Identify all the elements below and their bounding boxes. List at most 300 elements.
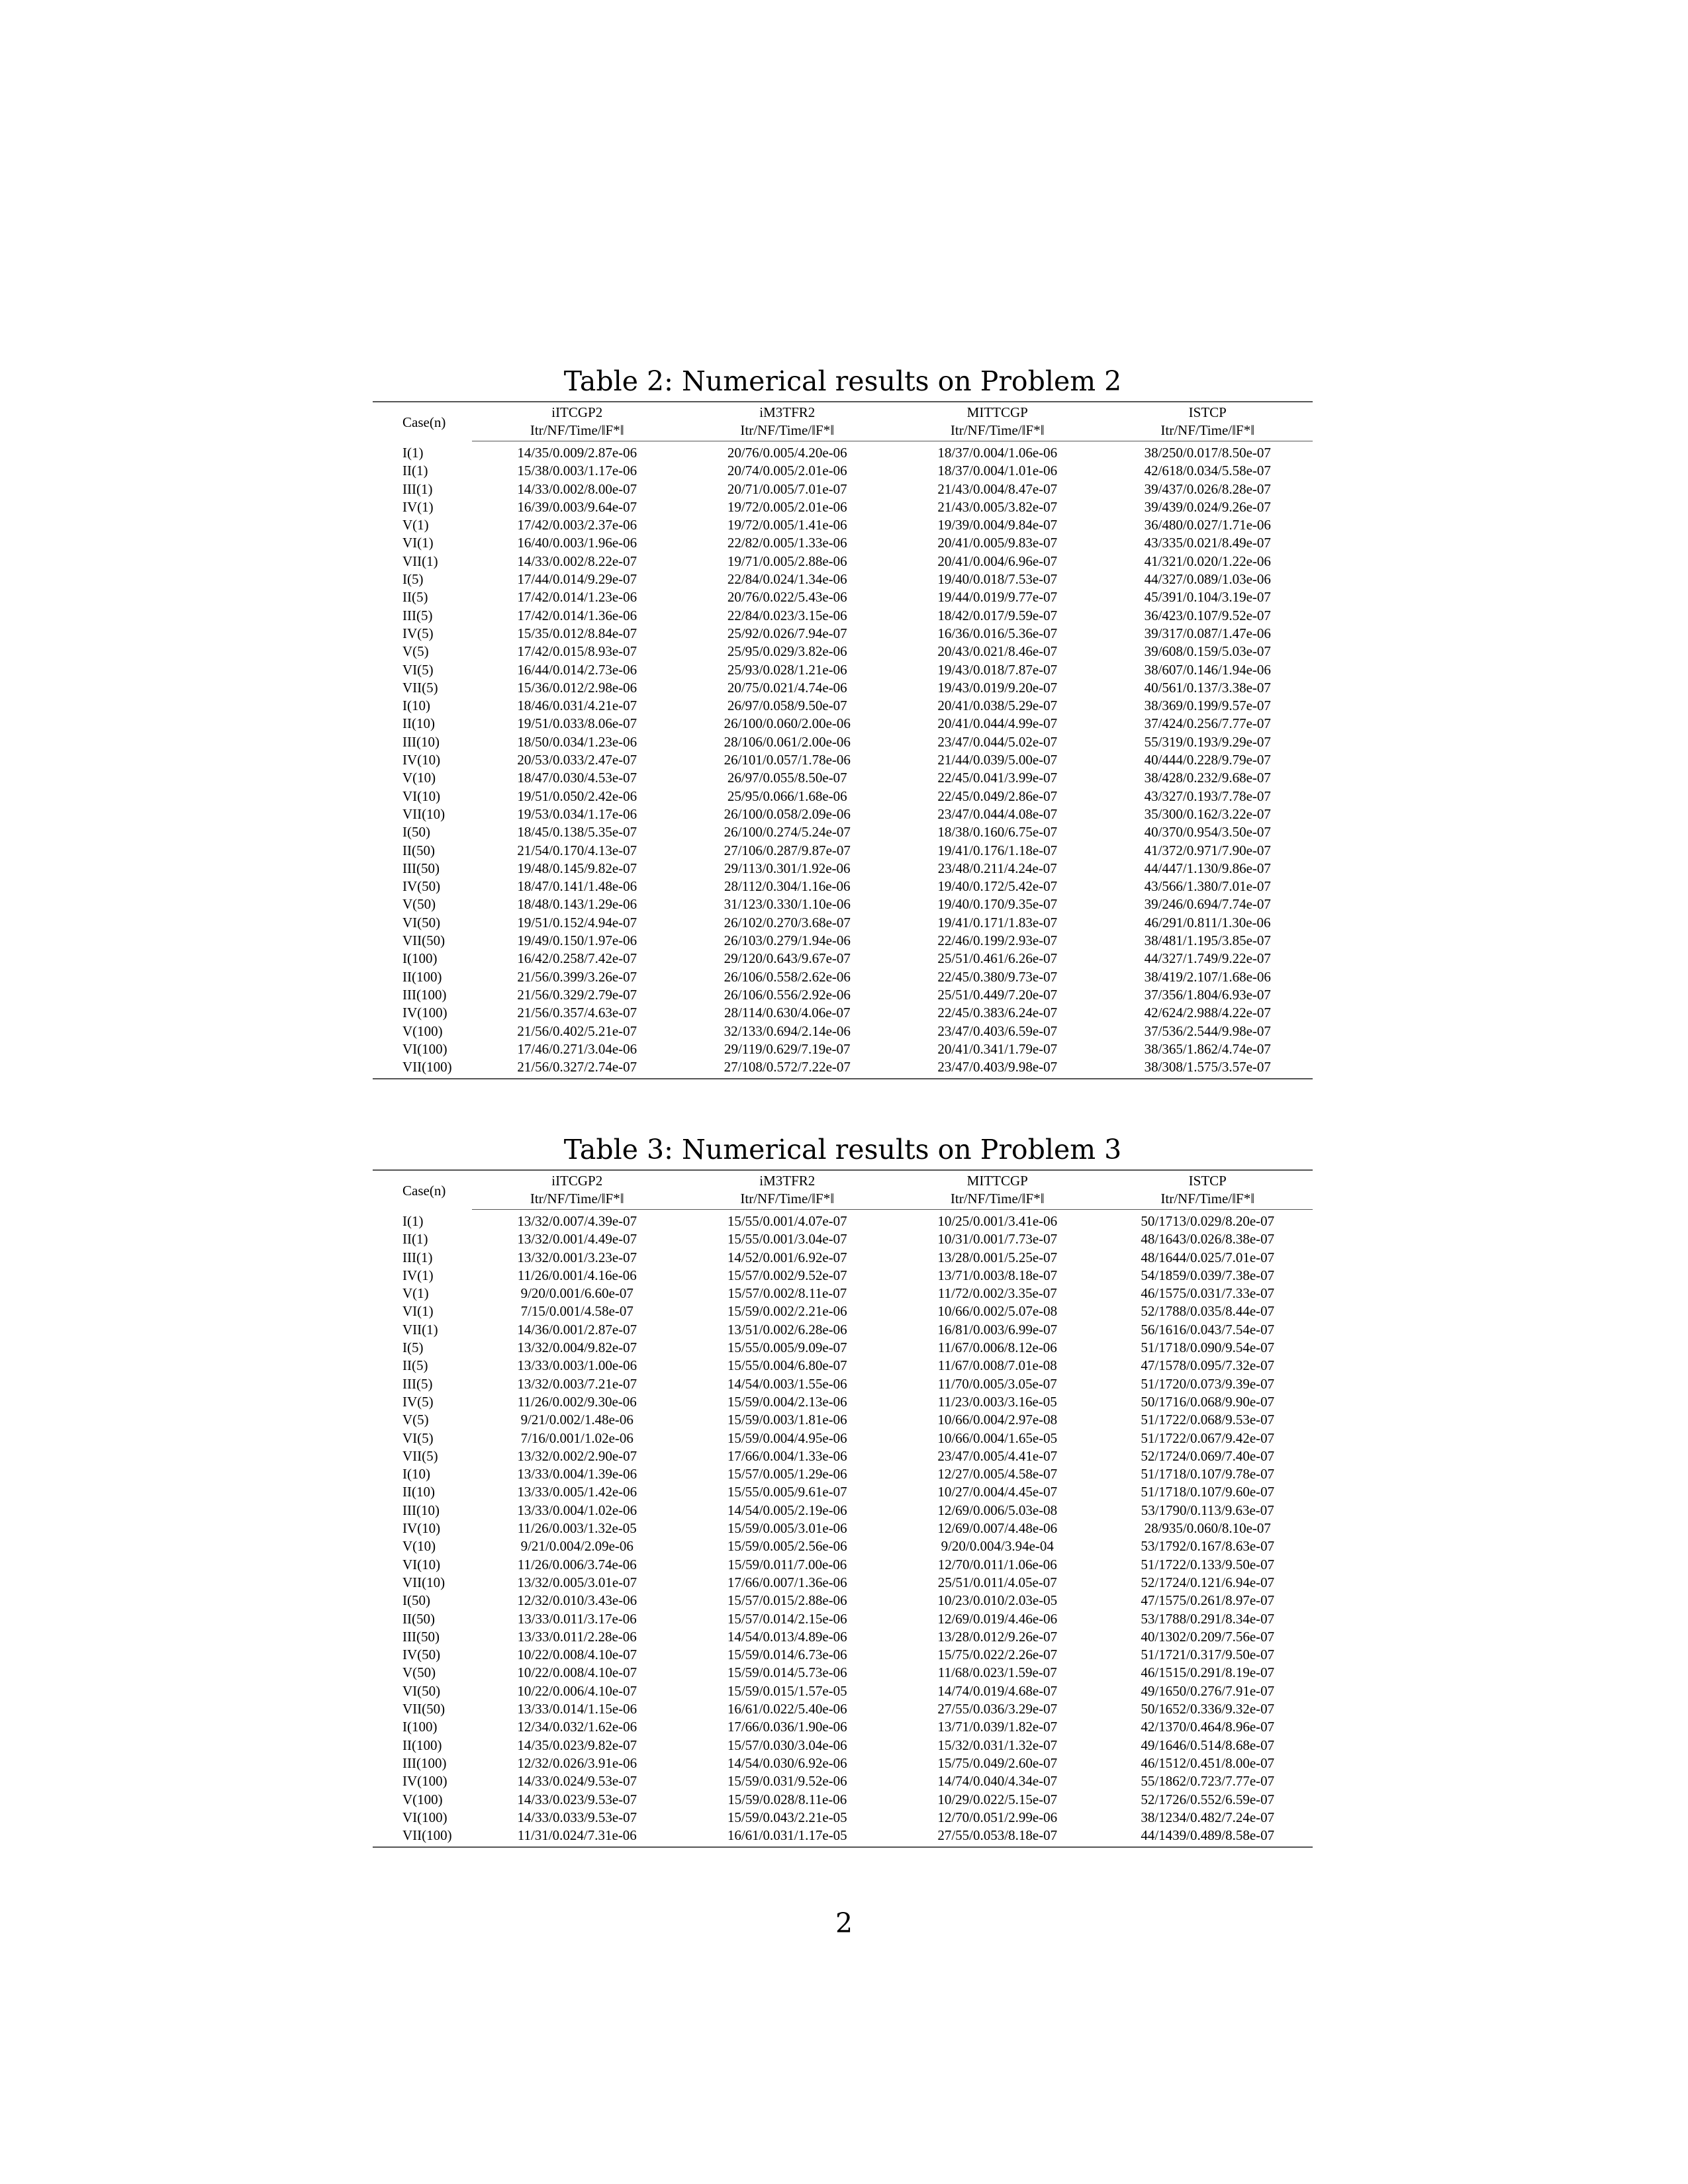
result-cell: 13/33/0.004/1.39e-06 [517, 1466, 637, 1482]
result-cell: 9/20/0.001/6.60e-07 [520, 1285, 633, 1302]
result-cell: 38/481/1.195/3.85e-07 [1144, 933, 1271, 949]
result-cell: 11/70/0.005/3.05e-07 [937, 1375, 1057, 1392]
result-cell: 32/133/0.694/2.14e-06 [724, 1023, 851, 1039]
result-cell: 19/39/0.004/9.84e-07 [937, 517, 1058, 533]
result-cell: 23/47/0.403/6.59e-07 [937, 1023, 1058, 1039]
result-cell: 13/33/0.011/3.17e-06 [517, 1610, 637, 1627]
table-row [373, 1023, 1313, 1040]
table-row [373, 1285, 1313, 1302]
case-cell: II(1) [402, 463, 428, 479]
result-cell: 16/44/0.014/2.73e-06 [517, 661, 637, 678]
table-row [373, 1737, 1313, 1754]
case-cell: VI(50) [402, 1682, 441, 1699]
table-row [373, 715, 1313, 733]
result-cell: 14/52/0.001/6.92e-07 [727, 1249, 847, 1265]
result-cell: 21/43/0.004/8.47e-07 [937, 480, 1058, 497]
table-row [373, 878, 1313, 895]
result-cell: 28/114/0.630/4.06e-07 [724, 1005, 851, 1021]
result-cell: 21/56/0.357/4.63e-07 [517, 1005, 637, 1021]
case-cell: III(100) [402, 1754, 447, 1771]
result-cell: 26/97/0.058/9.50e-07 [727, 698, 847, 714]
result-cell: 19/40/0.170/9.35e-07 [937, 896, 1058, 913]
result-cell: 19/51/0.050/2.42e-06 [517, 788, 637, 804]
case-column-header: Case(n) [373, 402, 472, 441]
result-cell: 21/56/0.402/5.21e-07 [517, 1023, 637, 1039]
result-cell: 21/43/0.005/3.82e-07 [937, 498, 1058, 515]
result-cell: 38/607/0.146/1.94e-06 [1144, 661, 1271, 678]
result-cell: 13/51/0.002/6.28e-06 [727, 1321, 847, 1338]
case-cell: II(1) [402, 1231, 428, 1248]
result-cell: 17/66/0.036/1.90e-06 [727, 1719, 847, 1735]
method-header: ISTCP [1103, 1170, 1313, 1190]
result-cell: 40/444/0.228/9.79e-07 [1144, 752, 1271, 768]
result-cell: 10/66/0.004/2.97e-08 [937, 1412, 1058, 1428]
result-cell: 35/300/0.162/3.22e-07 [1144, 805, 1271, 822]
result-cell: 43/327/0.193/7.78e-07 [1144, 788, 1271, 804]
table-row [373, 1754, 1313, 1772]
case-cell: VI(100) [402, 1040, 447, 1057]
result-cell: 46/1515/0.291/8.19e-07 [1141, 1664, 1275, 1681]
case-cell: IV(100) [402, 1773, 447, 1790]
result-cell: 22/45/0.380/9.73e-07 [937, 968, 1058, 985]
result-cell: 39/439/0.024/9.26e-07 [1144, 498, 1271, 515]
result-cell: 15/57/0.015/2.88e-06 [727, 1592, 847, 1609]
case-cell: IV(100) [402, 1005, 447, 1021]
result-cell: 17/42/0.014/1.36e-06 [517, 607, 637, 623]
result-cell: 19/51/0.033/8.06e-07 [517, 715, 637, 732]
result-cell: 21/56/0.327/2.74e-07 [472, 1058, 682, 1079]
result-cell: 37/356/1.804/6.93e-07 [1144, 986, 1271, 1003]
result-cell: 26/100/0.274/5.24e-07 [724, 824, 851, 841]
result-cell: 12/34/0.032/1.62e-06 [517, 1719, 637, 1735]
result-cell: 26/97/0.055/8.50e-07 [727, 770, 847, 786]
result-cell: 15/57/0.030/3.04e-06 [727, 1737, 847, 1753]
method-header: iITCGP2 [472, 1170, 682, 1190]
table-row [373, 1393, 1313, 1411]
result-cell: 19/40/0.018/7.53e-07 [937, 571, 1058, 588]
result-cell: 14/33/0.024/9.53e-07 [517, 1773, 637, 1790]
result-cell: 16/61/0.022/5.40e-06 [727, 1701, 847, 1717]
case-cell: VI(50) [402, 914, 441, 931]
result-cell: 26/106/0.556/2.92e-06 [724, 986, 851, 1003]
result-cell: 27/55/0.053/8.18e-07 [892, 1827, 1103, 1847]
result-cell: 11/26/0.001/4.16e-06 [517, 1267, 637, 1283]
case-cell: I(1) [402, 444, 424, 461]
result-cell: 13/28/0.001/5.25e-07 [937, 1249, 1058, 1265]
table-row [373, 661, 1313, 679]
result-cell: 15/55/0.004/6.80e-07 [727, 1357, 847, 1374]
result-cell: 49/1646/0.514/8.68e-07 [1141, 1737, 1275, 1753]
table-row [373, 751, 1313, 769]
table-row [373, 1483, 1313, 1501]
table-row [373, 1682, 1313, 1700]
result-cell: 40/1302/0.209/7.56e-07 [1141, 1628, 1275, 1645]
result-cell: 15/59/0.003/1.81e-06 [727, 1412, 847, 1428]
table-row [373, 842, 1313, 860]
result-cell: 15/59/0.002/2.21e-06 [727, 1303, 847, 1320]
table-row [373, 733, 1313, 751]
result-cell: 15/55/0.001/4.07e-07 [727, 1213, 847, 1229]
table-row [373, 697, 1313, 715]
result-cell: 19/53/0.034/1.17e-06 [517, 805, 637, 822]
result-cell: 23/47/0.005/4.41e-07 [937, 1447, 1058, 1464]
case-cell: I(5) [402, 571, 424, 588]
table-row [373, 805, 1313, 823]
result-cell: 42/624/2.988/4.22e-07 [1144, 1005, 1271, 1021]
table-row [373, 1537, 1313, 1555]
result-cell: 10/22/0.008/4.10e-07 [517, 1647, 637, 1663]
case-cell: VII(50) [402, 1701, 445, 1717]
result-cell: 10/66/0.004/1.65e-05 [937, 1430, 1058, 1446]
result-cell: 19/44/0.019/9.77e-07 [937, 589, 1058, 606]
result-cell: 38/365/1.862/4.74e-07 [1144, 1040, 1271, 1057]
result-cell: 46/291/0.811/1.30e-06 [1144, 914, 1271, 931]
result-cell: 19/71/0.005/2.88e-06 [727, 553, 847, 569]
case-cell: IV(1) [402, 1267, 434, 1283]
case-cell: II(100) [402, 968, 442, 985]
result-cell: 18/37/0.004/1.01e-06 [937, 463, 1058, 479]
result-cell: 9/21/0.002/1.48e-06 [520, 1412, 633, 1428]
table-row [373, 823, 1313, 841]
result-cell: 40/561/0.137/3.38e-07 [1144, 679, 1271, 696]
result-cell: 20/41/0.005/9.83e-07 [937, 535, 1058, 551]
table-row [373, 769, 1313, 787]
result-cell: 51/1721/0.317/9.50e-07 [1141, 1647, 1275, 1663]
result-cell: 38/419/2.107/1.68e-06 [1144, 968, 1271, 985]
result-cell: 15/55/0.005/9.61e-07 [727, 1484, 847, 1500]
case-cell: I(1) [402, 1212, 424, 1229]
table-row [373, 788, 1313, 805]
result-cell: 10/22/0.006/4.10e-07 [517, 1682, 637, 1699]
result-cell: 14/33/0.002/8.22e-07 [517, 553, 637, 569]
case-cell: I(100) [402, 950, 438, 967]
table-row [373, 1321, 1313, 1339]
result-cell: 15/32/0.031/1.32e-07 [937, 1737, 1058, 1753]
result-cell: 27/55/0.036/3.29e-07 [937, 1701, 1058, 1717]
result-cell: 15/57/0.014/2.15e-06 [727, 1610, 847, 1627]
result-cell: 20/53/0.033/2.47e-07 [517, 752, 637, 768]
result-cell: 29/113/0.301/1.92e-06 [724, 860, 851, 876]
case-cell: V(5) [402, 1412, 429, 1428]
result-cell: 18/37/0.004/1.06e-06 [937, 445, 1058, 461]
result-cell: 20/43/0.021/8.46e-07 [937, 643, 1058, 660]
table-row [373, 570, 1313, 588]
result-cell: 37/536/2.544/9.98e-07 [1144, 1023, 1271, 1039]
result-cell: 7/16/0.001/1.02e-06 [520, 1430, 633, 1446]
result-cell: 14/33/0.033/9.53e-07 [517, 1809, 637, 1825]
case-cell: VII(1) [402, 553, 438, 569]
case-cell: V(1) [402, 517, 429, 533]
result-cell: 14/54/0.013/4.89e-06 [727, 1628, 847, 1645]
result-cell: 27/106/0.287/9.87e-07 [724, 842, 851, 858]
result-cell: 19/72/0.005/2.01e-06 [727, 498, 847, 515]
case-cell: IV(10) [402, 1520, 441, 1537]
result-cell: 38/250/0.017/8.50e-07 [1144, 445, 1271, 461]
result-cell: 13/32/0.003/7.21e-07 [517, 1375, 637, 1392]
result-cell: 12/32/0.026/3.91e-06 [517, 1754, 637, 1771]
result-cell: 15/59/0.014/6.73e-06 [727, 1647, 847, 1663]
result-cell: 18/48/0.143/1.29e-06 [517, 896, 637, 913]
case-cell: VII(100) [373, 1827, 472, 1847]
result-cell: 42/1370/0.464/8.96e-07 [1141, 1719, 1275, 1735]
result-cell: 13/32/0.005/3.01e-07 [517, 1574, 637, 1590]
table-row [373, 1230, 1313, 1248]
table-3-block [373, 1134, 1313, 1848]
result-cell: 11/68/0.023/1.59e-07 [937, 1664, 1057, 1681]
metric-header: Itr/NF/Time/‖F*‖ [682, 1190, 893, 1210]
case-cell: VI(10) [402, 788, 441, 804]
case-cell: III(1) [402, 480, 433, 497]
result-cell: 12/32/0.010/3.43e-06 [517, 1592, 637, 1609]
case-cell: III(50) [402, 860, 440, 876]
results-table [373, 401, 1313, 1079]
result-cell: 48/1644/0.025/7.01e-07 [1141, 1249, 1275, 1265]
result-cell: 26/100/0.060/2.00e-06 [724, 715, 851, 732]
result-cell: 11/26/0.003/1.32e-05 [517, 1520, 637, 1537]
case-cell: I(10) [402, 698, 430, 714]
case-cell: IV(5) [402, 625, 434, 641]
result-cell: 38/1234/0.482/7.24e-07 [1141, 1809, 1275, 1825]
result-cell: 13/28/0.012/9.26e-07 [937, 1628, 1058, 1645]
result-cell: 53/1792/0.167/8.63e-07 [1141, 1538, 1275, 1555]
case-cell: V(10) [402, 770, 436, 786]
result-cell: 11/67/0.006/8.12e-06 [937, 1340, 1057, 1356]
result-cell: 10/22/0.008/4.10e-07 [517, 1664, 637, 1681]
result-cell: 15/59/0.043/2.21e-05 [727, 1809, 847, 1825]
table-row [373, 1058, 1313, 1079]
result-cell: 13/32/0.001/3.23e-07 [517, 1249, 637, 1265]
result-cell: 15/59/0.031/9.52e-06 [727, 1773, 847, 1790]
table-caption: Table 3: Numerical results on Problem 3 [563, 1134, 1122, 1165]
table-row [373, 643, 1313, 660]
result-cell: 39/608/0.159/5.03e-07 [1144, 643, 1271, 660]
result-cell: 38/369/0.199/9.57e-07 [1144, 698, 1271, 714]
result-cell: 19/72/0.005/1.41e-06 [727, 517, 847, 533]
case-cell: VII(10) [402, 1574, 445, 1590]
case-cell: III(10) [402, 1502, 440, 1518]
metric-header: Itr/NF/Time/‖F*‖ [472, 1190, 682, 1210]
result-cell: 14/33/0.002/8.00e-07 [517, 480, 637, 497]
case-cell: II(10) [402, 1484, 435, 1500]
result-cell: 11/26/0.002/9.30e-06 [517, 1393, 637, 1410]
result-cell: 26/106/0.558/2.62e-06 [724, 968, 851, 985]
result-cell: 7/15/0.001/4.58e-07 [520, 1303, 633, 1320]
result-cell: 19/43/0.018/7.87e-07 [937, 661, 1058, 678]
result-cell: 52/1726/0.552/6.59e-07 [1141, 1791, 1275, 1807]
table-row [373, 1827, 1313, 1847]
table-row [373, 1267, 1313, 1285]
result-cell: 13/33/0.004/1.02e-06 [517, 1502, 637, 1518]
result-cell: 15/57/0.002/9.52e-07 [727, 1267, 847, 1283]
result-cell: 26/102/0.270/3.68e-07 [724, 914, 851, 931]
result-cell: 14/35/0.023/9.82e-07 [517, 1737, 637, 1753]
result-cell: 15/59/0.015/1.57e-05 [727, 1682, 847, 1699]
table-row [373, 1610, 1313, 1628]
result-cell: 47/1578/0.095/7.32e-07 [1141, 1357, 1275, 1374]
result-cell: 29/120/0.643/9.67e-07 [724, 950, 851, 967]
result-cell: 13/33/0.014/1.15e-06 [517, 1701, 637, 1717]
result-cell: 53/1790/0.113/9.63e-07 [1141, 1502, 1274, 1518]
case-cell: III(5) [402, 607, 433, 623]
result-cell: 22/45/0.383/6.24e-07 [937, 1005, 1058, 1021]
result-cell: 15/59/0.011/7.00e-06 [727, 1556, 847, 1572]
result-cell: 46/1575/0.031/7.33e-07 [1141, 1285, 1275, 1302]
result-cell: 46/1512/0.451/8.00e-07 [1141, 1754, 1275, 1771]
result-cell: 22/84/0.023/3.15e-06 [727, 607, 847, 623]
case-cell: V(50) [402, 1664, 436, 1681]
case-cell: VI(10) [402, 1556, 441, 1572]
result-cell: 15/59/0.014/5.73e-06 [727, 1664, 847, 1681]
result-cell: 22/45/0.041/3.99e-07 [937, 770, 1058, 786]
result-cell: 28/112/0.304/1.16e-06 [724, 878, 851, 895]
result-cell: 25/95/0.066/1.68e-06 [727, 788, 847, 804]
result-cell: 22/82/0.005/1.33e-06 [727, 535, 847, 551]
result-cell: 14/35/0.009/2.87e-06 [517, 445, 637, 461]
table-row [373, 1430, 1313, 1447]
method-header: iM3TFR2 [682, 1170, 893, 1190]
case-cell: III(100) [402, 986, 447, 1003]
table-row [373, 1664, 1313, 1682]
case-cell: VI(1) [402, 1303, 434, 1320]
metric-header: Itr/NF/Time/‖F*‖ [1103, 422, 1313, 441]
result-cell: 20/75/0.021/4.74e-06 [727, 679, 847, 696]
result-cell: 9/21/0.004/2.09e-06 [520, 1538, 633, 1555]
results-table [373, 1169, 1313, 1848]
result-cell: 53/1788/0.291/8.34e-07 [1141, 1610, 1275, 1627]
result-cell: 14/74/0.019/4.68e-07 [937, 1682, 1058, 1699]
result-cell: 10/25/0.001/3.41e-06 [937, 1213, 1058, 1229]
table-row [373, 895, 1313, 913]
case-cell: I(100) [402, 1719, 438, 1735]
table-row [373, 1004, 1313, 1022]
result-cell: 11/23/0.003/3.16e-05 [937, 1393, 1057, 1410]
case-cell: VII(5) [402, 1447, 438, 1464]
case-cell: II(5) [402, 589, 428, 606]
table-row [373, 986, 1313, 1004]
table-row [373, 1302, 1313, 1320]
result-cell: 20/71/0.005/7.01e-07 [727, 480, 847, 497]
table-row [373, 1520, 1313, 1537]
result-cell: 15/59/0.005/2.56e-06 [727, 1538, 847, 1555]
table-row [373, 1375, 1313, 1393]
result-cell: 52/1788/0.035/8.44e-07 [1141, 1303, 1275, 1320]
table-row [373, 1809, 1313, 1827]
case-cell: IV(1) [402, 498, 434, 515]
case-cell: VI(5) [402, 661, 434, 678]
result-cell: 18/50/0.034/1.23e-06 [517, 733, 637, 750]
result-cell: 27/108/0.572/7.22e-07 [682, 1058, 893, 1079]
result-cell: 49/1650/0.276/7.91e-07 [1141, 1682, 1275, 1699]
table-row [373, 1357, 1313, 1375]
result-cell: 19/51/0.152/4.94e-07 [517, 914, 637, 931]
method-header: ISTCP [1103, 402, 1313, 422]
case-cell: V(1) [402, 1285, 429, 1302]
result-cell: 17/66/0.004/1.33e-06 [727, 1447, 847, 1464]
result-cell: 38/308/1.575/3.57e-07 [1103, 1058, 1313, 1079]
result-cell: 36/480/0.027/1.71e-06 [1144, 517, 1271, 533]
result-cell: 15/38/0.003/1.17e-06 [517, 463, 637, 479]
result-cell: 50/1652/0.336/9.32e-07 [1141, 1701, 1275, 1717]
case-cell: II(50) [402, 842, 435, 858]
result-cell: 44/447/1.130/9.86e-07 [1144, 860, 1271, 876]
metric-header: Itr/NF/Time/‖F*‖ [682, 422, 893, 441]
case-column-header: Case(n) [373, 1170, 472, 1210]
result-cell: 15/59/0.028/8.11e-06 [727, 1791, 847, 1807]
table-row [373, 1700, 1313, 1718]
method-header: MITTCGP [892, 402, 1103, 422]
result-cell: 15/55/0.005/9.09e-07 [727, 1340, 847, 1356]
table-row [373, 1646, 1313, 1664]
result-cell: 15/75/0.022/2.26e-07 [937, 1647, 1058, 1663]
case-cell: VII(10) [402, 805, 445, 822]
result-cell: 19/48/0.145/9.82e-07 [517, 860, 637, 876]
table-row [373, 498, 1313, 516]
case-cell: II(5) [402, 1357, 428, 1374]
result-cell: 21/56/0.329/2.79e-07 [517, 986, 637, 1003]
table-row [373, 1249, 1313, 1267]
table-2-block [373, 365, 1313, 1079]
result-cell: 18/47/0.141/1.48e-06 [517, 878, 637, 895]
result-cell: 15/57/0.005/1.29e-06 [727, 1466, 847, 1482]
result-cell: 28/106/0.061/2.00e-06 [724, 733, 851, 750]
result-cell: 17/66/0.007/1.36e-06 [727, 1574, 847, 1590]
table-row [373, 516, 1313, 534]
table-row [373, 932, 1313, 950]
result-cell: 20/41/0.341/1.79e-07 [937, 1040, 1058, 1057]
result-cell: 13/33/0.003/1.00e-06 [517, 1357, 637, 1374]
result-cell: 17/42/0.014/1.23e-06 [517, 589, 637, 606]
case-cell: IV(50) [402, 878, 441, 895]
result-cell: 23/48/0.211/4.24e-07 [937, 860, 1057, 876]
result-cell: 52/1724/0.069/7.40e-07 [1141, 1447, 1275, 1464]
table-row [373, 1556, 1313, 1574]
result-cell: 51/1722/0.133/9.50e-07 [1141, 1556, 1275, 1572]
result-cell: 21/54/0.170/4.13e-07 [517, 842, 637, 858]
case-cell: VII(50) [402, 933, 445, 949]
result-cell: 15/59/0.004/4.95e-06 [727, 1430, 847, 1446]
case-cell: III(10) [402, 733, 440, 750]
result-cell: 25/95/0.029/3.82e-06 [727, 643, 847, 660]
result-cell: 16/36/0.016/5.36e-07 [937, 625, 1058, 641]
table-row [373, 607, 1313, 625]
case-cell: VI(1) [402, 535, 434, 551]
case-cell: III(50) [402, 1628, 440, 1645]
result-cell: 15/75/0.049/2.60e-07 [937, 1754, 1058, 1771]
table-row [373, 1718, 1313, 1736]
result-cell: 10/23/0.010/2.03e-05 [937, 1592, 1058, 1609]
result-cell: 25/51/0.449/7.20e-07 [937, 986, 1058, 1003]
result-cell: 17/44/0.014/9.29e-07 [517, 571, 637, 588]
result-cell: 12/70/0.011/1.06e-06 [937, 1556, 1057, 1572]
result-cell: 51/1722/0.068/9.53e-07 [1141, 1412, 1275, 1428]
result-cell: 26/100/0.058/2.09e-06 [724, 805, 851, 822]
result-cell: 17/42/0.003/2.37e-06 [517, 517, 637, 533]
table-row [373, 462, 1313, 480]
result-cell: 11/72/0.002/3.35e-07 [937, 1285, 1057, 1302]
result-cell: 52/1724/0.121/6.94e-07 [1141, 1574, 1275, 1590]
result-cell: 11/26/0.006/3.74e-06 [517, 1556, 637, 1572]
result-cell: 15/59/0.005/3.01e-06 [727, 1520, 847, 1537]
table-row [373, 553, 1313, 570]
result-cell: 25/92/0.026/7.94e-07 [727, 625, 847, 641]
case-cell: V(10) [402, 1538, 436, 1555]
table-row [373, 1447, 1313, 1465]
case-cell: I(50) [402, 1592, 430, 1609]
case-cell: I(10) [402, 1466, 430, 1482]
result-cell: 20/74/0.005/2.01e-06 [727, 463, 847, 479]
result-cell: 13/32/0.004/9.82e-07 [517, 1340, 637, 1356]
case-cell: VI(5) [402, 1430, 434, 1446]
